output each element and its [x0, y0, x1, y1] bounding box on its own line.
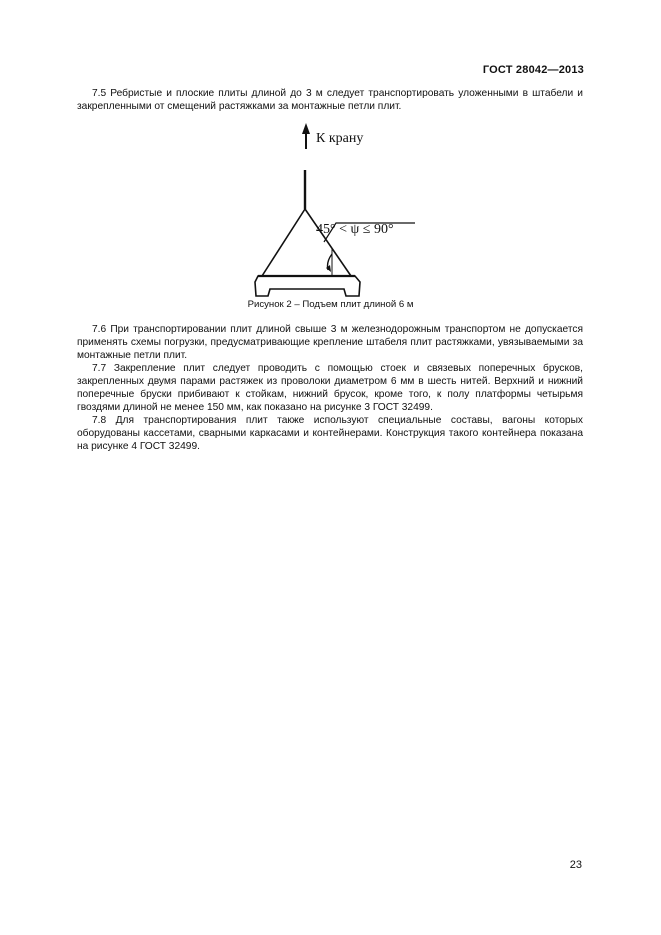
document-code-header: ГОСТ 28042—2013 — [482, 64, 584, 76]
figure-lifting-diagram — [240, 122, 440, 297]
lifting-diagram-svg — [240, 122, 440, 297]
page-number: 23 — [569, 859, 582, 871]
paragraph-7-8: 7.8 Для транспортирования плит также используют специальные составы, вагоны которых оборудованы кассетами, сварными каркасами и контейнерами. Конструкция такого контейнера показана на рисунке 4 ГОСТ 32499. — [77, 415, 583, 452]
sling-left — [262, 209, 305, 276]
angle-label: 45° < ψ ≤ 90° — [316, 222, 394, 237]
paragraph-7-7: 7.7 Закрепление плит следует проводить с помощью стоек и связевых поперечных брусков, закрепленных двумя парами растяжек из проволоки диаметром 6 мм в шесть нитей. Верхний и нижний поперечные бруски прибивают к стойкам, нижний брусок, кроме того, к полу платформы четырьмя гвоздями длиной не менее 150 мм, как показано на рисунке 3 ГОСТ 32499. — [77, 363, 583, 413]
crane-arrow-head — [302, 123, 310, 134]
paragraph-7-5: 7.5 Ребристые и плоские плиты длиной до 3 м следует транспортировать уложенными в штабели и закрепленными от смещений растяжками за монтажные петли плит. — [77, 88, 583, 112]
paragraph-7-6: 7.6 При транспортировании плит длиной свыше 3 м железнодорожным транспортом не допускается применять схемы погрузки, предусматривающие крепление штабеля плит растяжками, увязываемыми за монтажные петли плит. — [77, 324, 583, 361]
angle-arc-arrow — [326, 265, 331, 272]
figure-caption: Рисунок 2 – Подъем плит длиной 6 м — [247, 299, 414, 310]
concrete-slab — [255, 276, 360, 296]
crane-arrow-label: К крану — [316, 131, 364, 146]
